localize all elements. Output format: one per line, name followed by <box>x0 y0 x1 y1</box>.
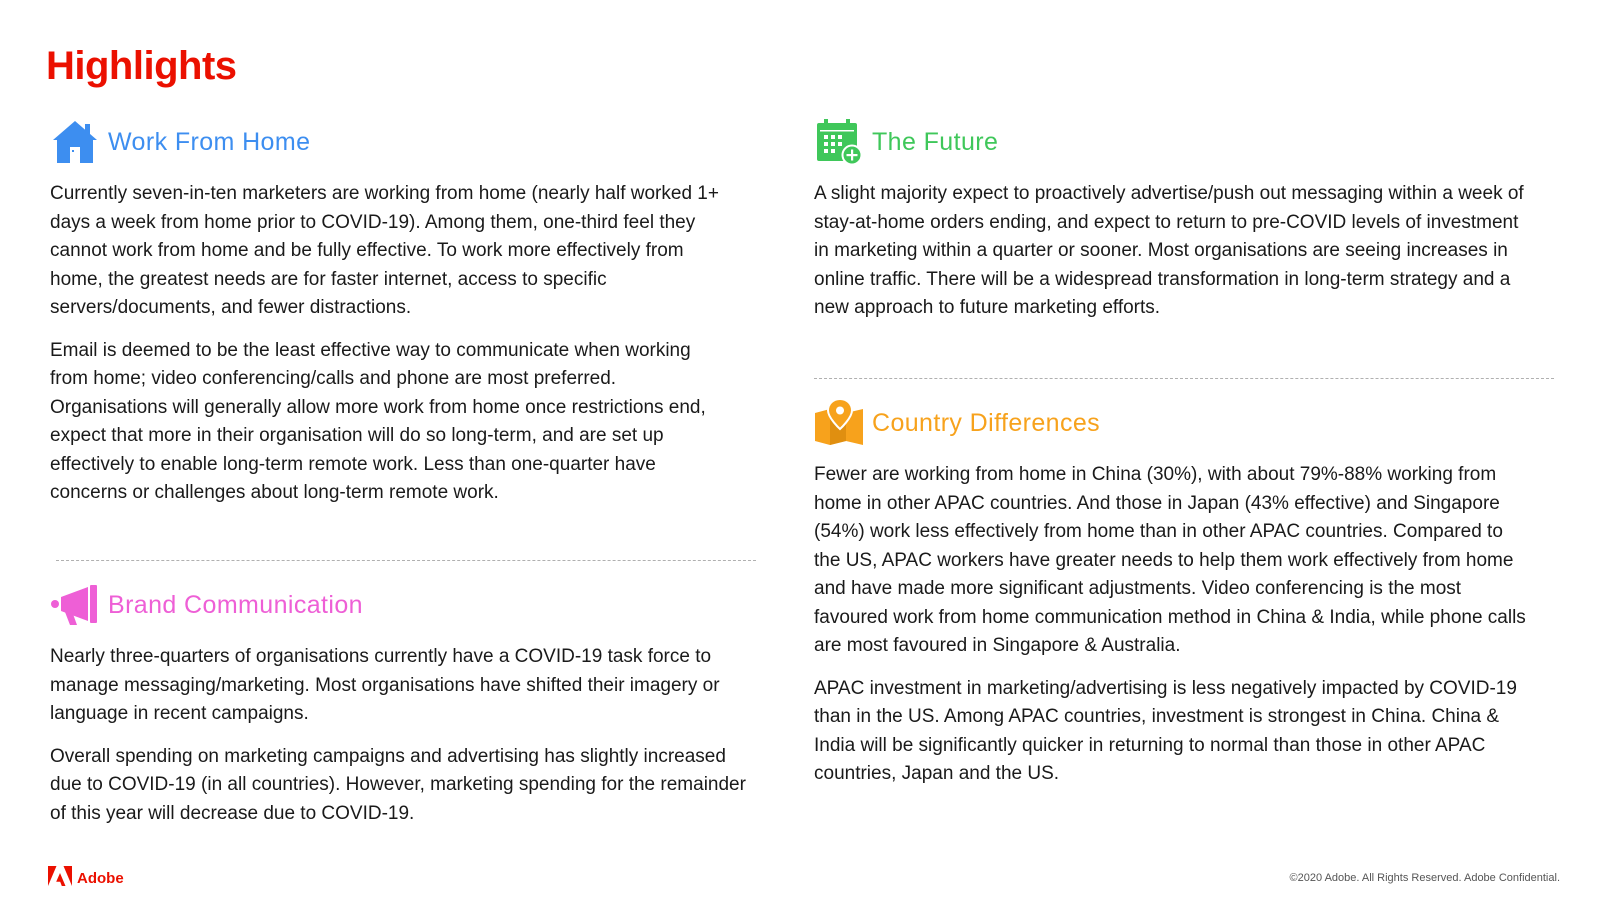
map-pin-icon <box>814 399 864 447</box>
paragraph: Fewer are working from home in China (30%), with about 79%-88% working from home in other APAC countries. And those in Japan (43% effective) and Singapore (54%) work less effectively from home than in other APAC countries. Compared to the US, APAC workers have greater needs to help them work effectively from home and have made more significant adjustments. Video conferencing is the most favoured work from home communication method in China & India, while phone calls are most favoured in Singapore & Australia. <box>814 464 1526 656</box>
section-brand-communication <box>50 581 750 828</box>
footer-logo-text: Adobe <box>77 870 124 887</box>
section-header <box>50 118 730 166</box>
paragraph: Nearly three-quarters of organisations currently have a COVID-19 task force to manage messaging/marketing. Most organisations have shifted their imagery or language in recent campaigns. <box>50 646 720 724</box>
section-title: The Future <box>872 127 999 156</box>
section-divider <box>814 378 1554 379</box>
section-divider <box>56 560 756 561</box>
section-header <box>814 118 1534 166</box>
copyright-text: ©2020 Adobe. All Rights Reserved. Adobe Confidential. <box>1289 872 1560 884</box>
house-icon <box>50 118 100 166</box>
adobe-logo-icon <box>48 866 72 891</box>
paragraph: A slight majority expect to proactively advertise/push out messaging within a week of stay-at-home orders ending, and expect to return to pre-COVID levels of investment in marketing within a quarter or sooner. Most organisations are seeing increases in online traffic. There will be a widespread transformation in long-term strategy and a new approach to future marketing efforts. <box>814 183 1524 318</box>
section-header <box>814 399 1534 447</box>
paragraph: Currently seven-in-ten marketers are working from home (nearly half worked 1+ days a week from home prior to COVID-19). Among them, one-third feel they cannot work from home and be fully effective. To work more effectively from home, the greatest needs are for faster internet, access to specific servers/documents, and fewer distractions. <box>50 183 719 318</box>
paragraph: Overall spending on marketing campaigns and advertising has slightly increased due to COVID-19 (in all countries). However, marketing spending for the remainder of this year will decrease due to COVID-19. <box>50 745 746 824</box>
paragraph: APAC investment in marketing/advertising is less negatively impacted by COVID-19 than in the US. Among APAC countries, investment is strongest in China. China & India will be significantly quicker in returning to normal than those in other APAC countries, Japan and the US. <box>814 677 1517 784</box>
section-title: Country Differences <box>872 408 1101 437</box>
page-title: Highlights <box>46 44 237 88</box>
footer-logo <box>48 866 124 891</box>
section-the-future <box>814 118 1534 323</box>
section-header <box>50 581 750 629</box>
section-title: Brand Communication <box>108 590 363 619</box>
paragraph: Email is deemed to be the least effective way to communicate when working from home; video conferencing/calls and phone are most preferred. Organisations will generally allow more work from home once restrictions end, expect that more in their organisation will do so long-term, and are set up effectively to enable long-term remote work. Less than one-quarter have concerns or challenges about long-term remote work. <box>50 339 706 503</box>
section-title: Work From Home <box>108 127 311 156</box>
calendar-add-icon <box>814 118 864 166</box>
section-work-from-home <box>50 118 730 508</box>
section-country-differences <box>814 399 1534 789</box>
megaphone-icon <box>50 581 100 629</box>
